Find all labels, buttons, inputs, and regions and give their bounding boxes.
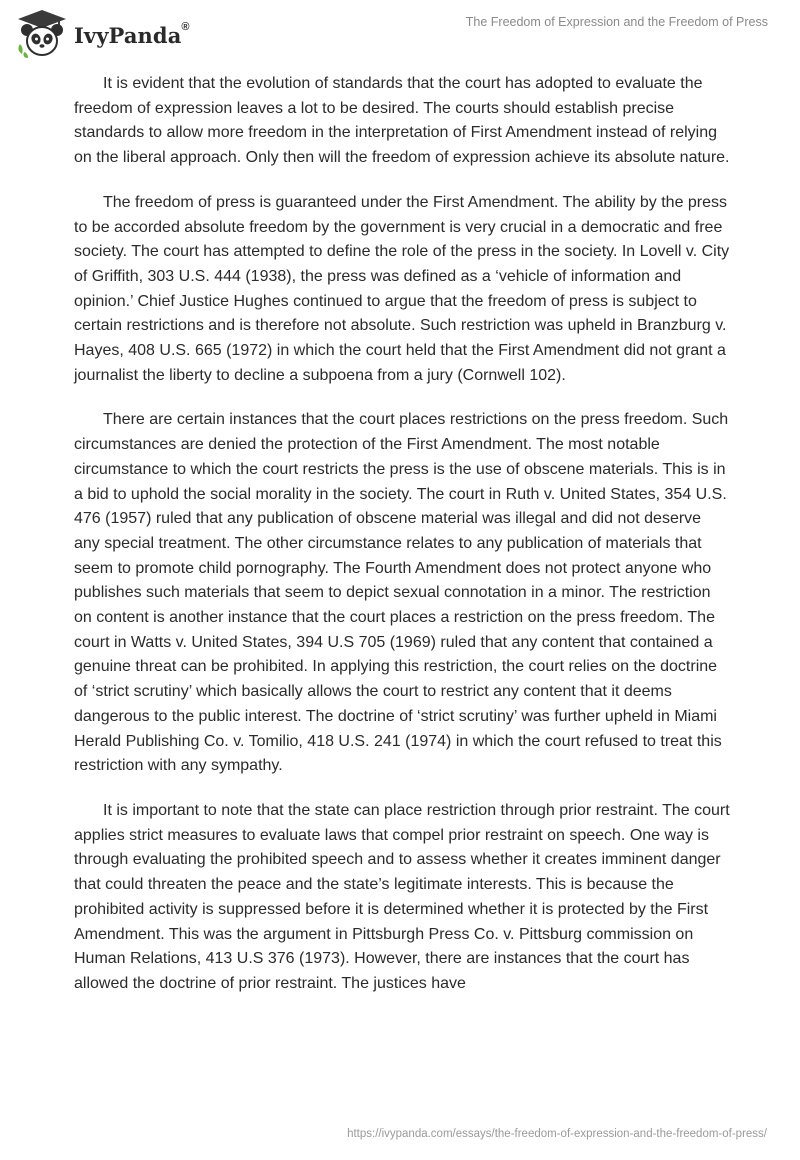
essay-body xyxy=(74,72,730,1017)
panda-graduation-cap-icon xyxy=(14,8,70,60)
paragraph: It is important to note that the state can place restriction through prior restraint. The court applies strict measures to evaluate laws that compel prior restraint on speech. One way is through evaluating the prohibited speech and to assess whether it creates imminent danger that could threaten the peace and the state’s legitimate interests. This is because the prohibited activity is suppressed before it is determined whether it is protected by the First Amendment. This was the argument in Pittsburgh Press Co. v. Pittsburg commission on Human Relations, 413 U.S 376 (1973). However, there are instances that the court has allowed the doctrine of prior restraint. The justices have xyxy=(74,801,730,992)
brand-name: IvyPanda® xyxy=(74,20,190,48)
page-header xyxy=(0,0,800,70)
paragraph: It is evident that the evolution of standards that the court has adopted to evaluate the freedom of expression leaves a lot to be desired. The courts should establish precise standards to allow more freedom in the interpretation of First Amendment instead of relying on the liberal approach. Only then will the freedom of expression achieve its absolute nature. xyxy=(74,75,730,167)
source-url[interactable]: https://ivypanda.com/essays/the-freedom-of-expression-and-the-freedom-of-press/ xyxy=(347,1128,767,1140)
paragraph: The freedom of press is guaranteed under the First Amendment. The ability by the press to be accorded absolute freedom by the government is very crucial in a democratic and free society. The court has attempted to define the role of the press in the society. In Lovell v. City of Griffith, 303 U.S. 444 (1938), the press was defined as a ‘vehicle of information and opinion.’ Chief Justice Hughes continued to argue that the freedom of press is subject to certain restrictions and is therefore not absolute. Such restriction was upheld in Branzburg v. Hayes, 408 U.S. 665 (1972) in which the court held that the First Amendment did not grant a journalist the liberty to decline a subpoena from a jury (Cornwell 102). xyxy=(74,193,730,384)
ivypanda-logo[interactable] xyxy=(14,8,190,60)
registered-mark: ® xyxy=(181,20,190,33)
paragraph: There are certain instances that the court places restrictions on the press freedom. Such circumstances are denied the protection of the First Amendment. The most notable circumstance to which the court restricts the press is the use of obscene materials. This is in a bid to uphold the social morality in the society. The court in Ruth v. United States, 354 U.S. 476 (1957) ruled that any publication of obscene material was illegal and did not deserve any special treatment. The other circumstance relates to any publication of materials that seem to promote child pornography. The Fourth Amendment does not protect anyone who publishes such materials that seem to depict sexual connotation in a minor. The restriction on content is another instance that the court places a restriction on the press freedom. The court in Watts v. United States, 394 U.S 705 (1969) ruled that any content that contained a genuine threat can be prohibited. In applying this restriction, the court relies on the doctrine of ‘strict scrutiny’ which basically allows the court to restrict any content that it deems dangerous to the public interest. The doctrine of ‘strict scrutiny’ was further upheld in Miami Herald Publishing Co. v. Tomilio, 418 U.S. 241 (1974) in which the court refused to treat this restriction with any sympathy. xyxy=(74,411,729,775)
document-title: The Freedom of Expression and the Freedom of Press xyxy=(465,15,768,29)
